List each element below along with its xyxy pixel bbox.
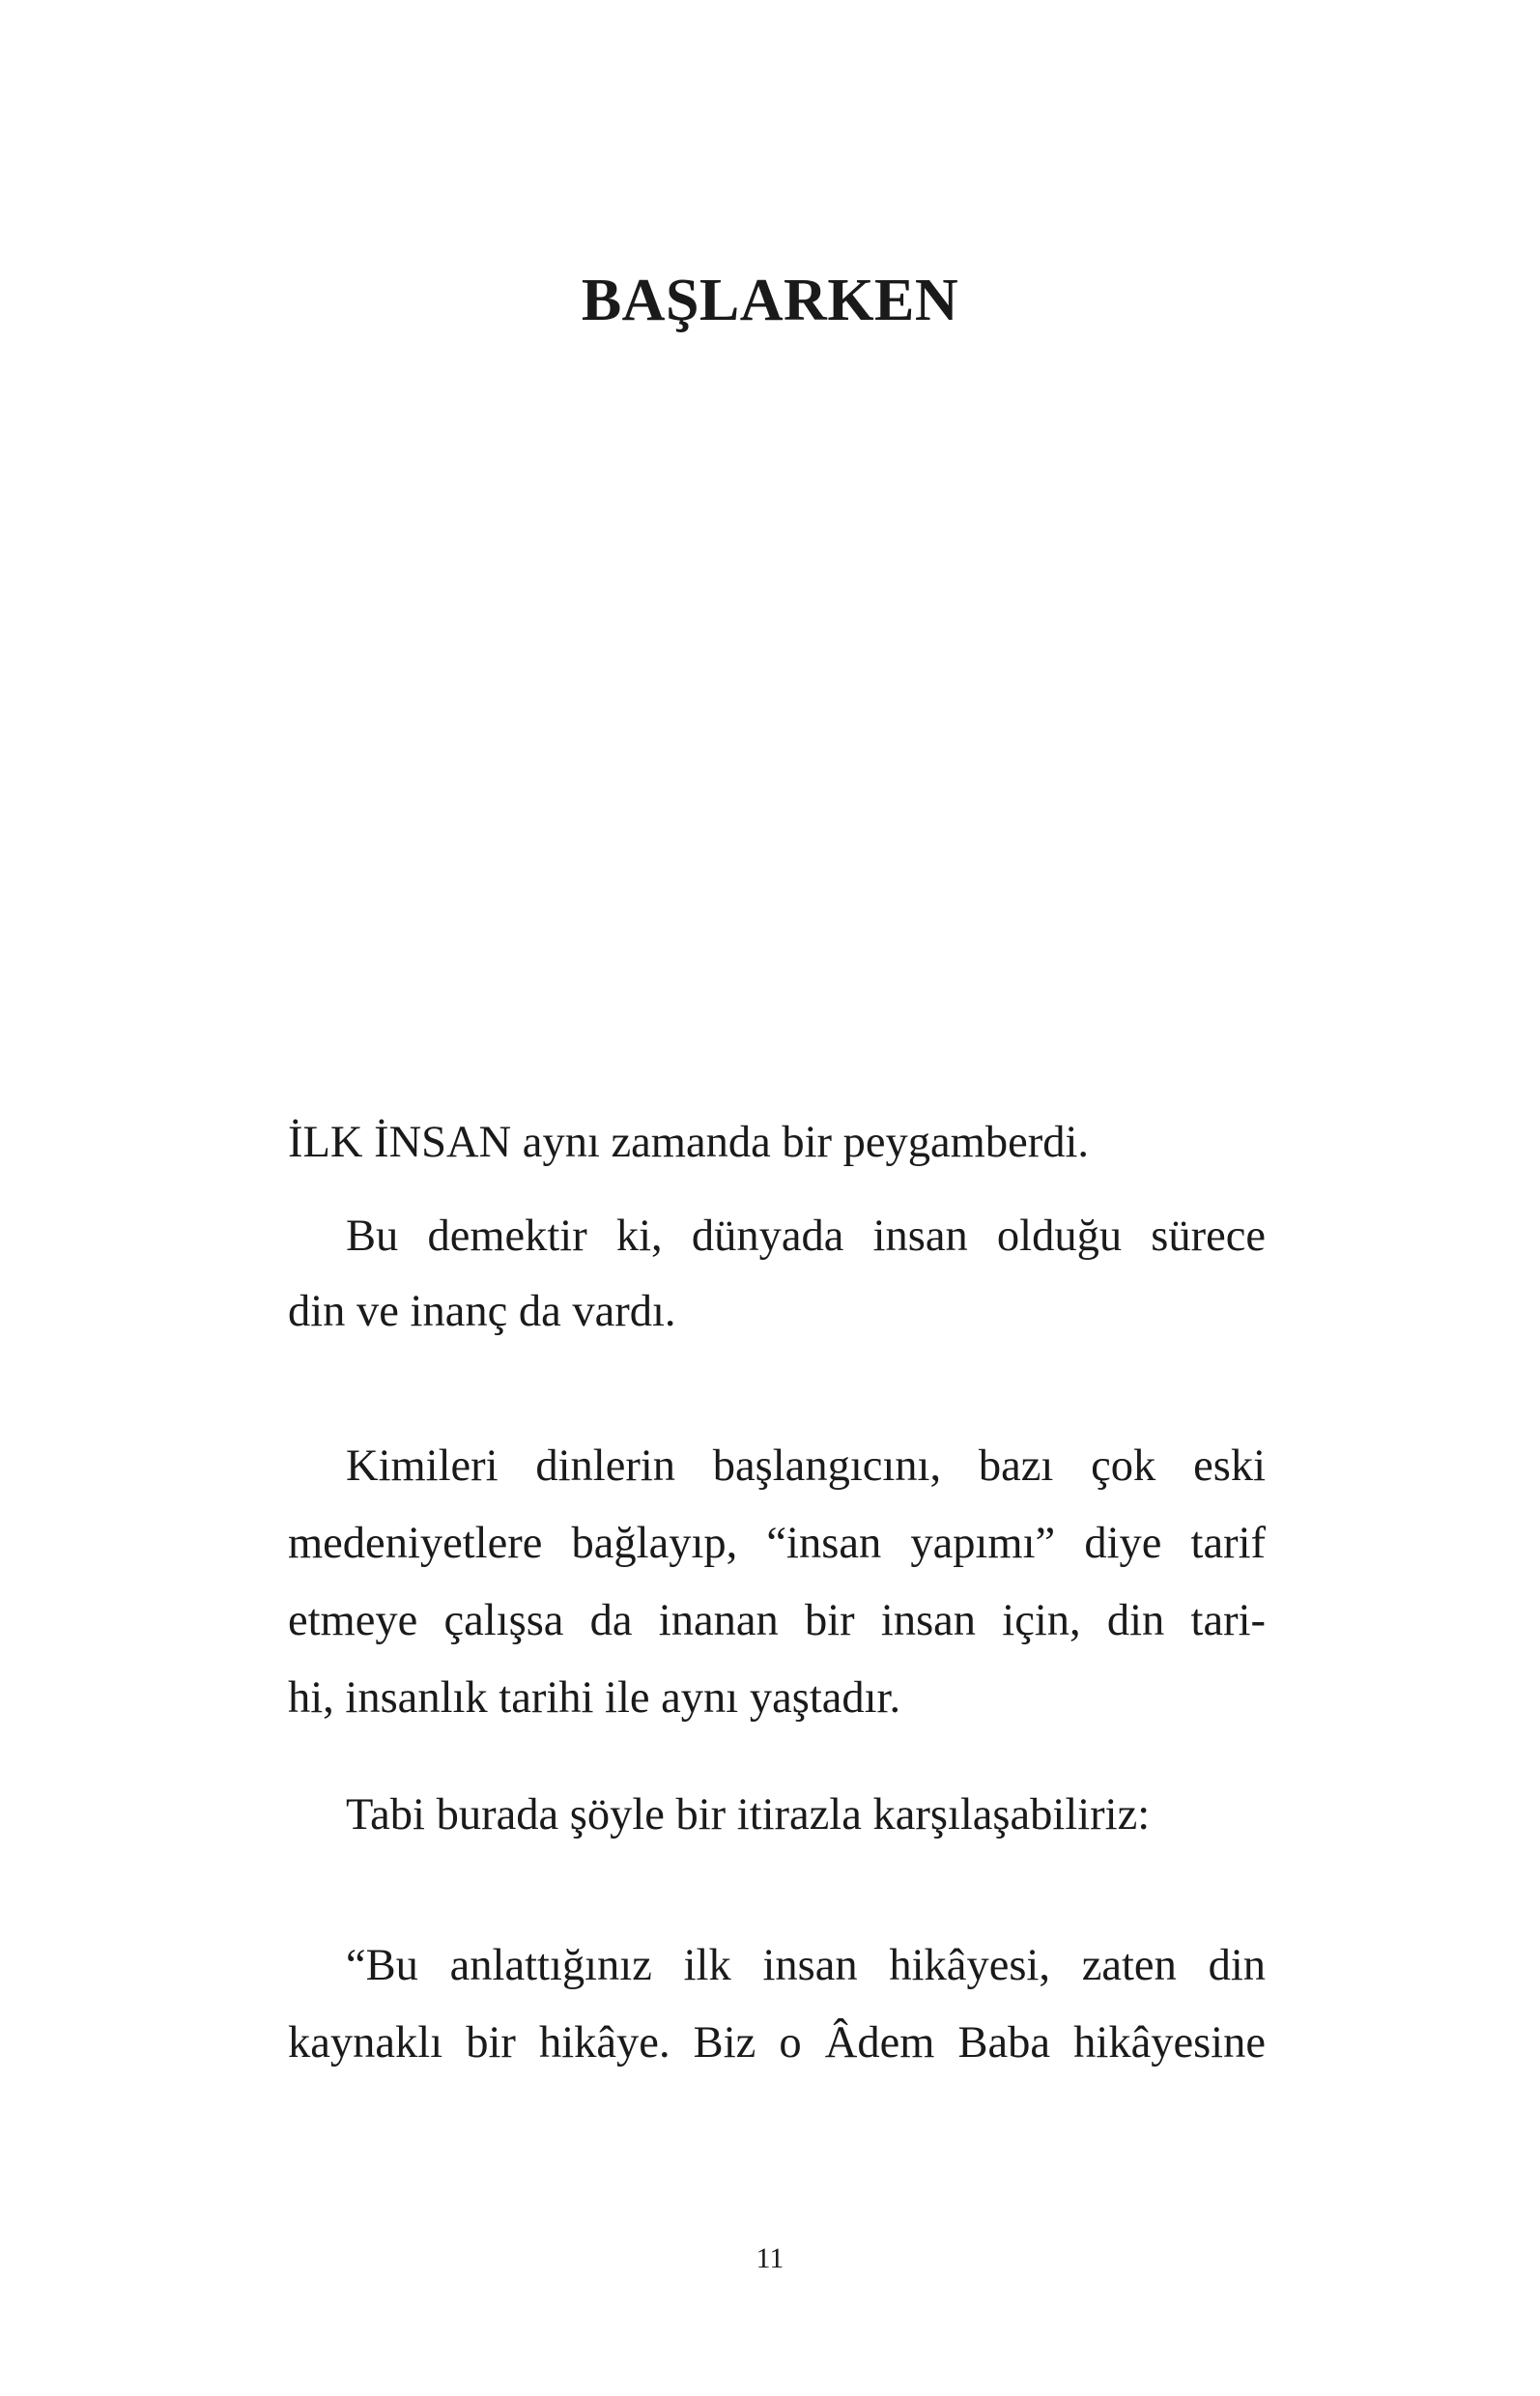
paragraph-line: Bu demektir ki, dünyada insan olduğu sürece (346, 1212, 1266, 1261)
paragraph-line: “Bu anlattığınız ilk insan hikâyesi, zaten din (346, 1941, 1266, 1990)
paragraph-4 (288, 1790, 1266, 1840)
chapter-title: BAŞLARKEN (581, 268, 959, 333)
paragraph-line: etmeye çalışsa da inanan bir insan için, din tari- (288, 1596, 1266, 1645)
paragraph-line: Kimileri dinlerin başlangıcını, bazı çok eski (346, 1441, 1266, 1491)
paragraph-1 (288, 1118, 1266, 1167)
paragraph-line: hi, insanlık tarihi ile aynı yaştadır. (288, 1673, 901, 1723)
paragraph-line: Tabi burada şöyle bir itirazla karşılaşabiliriz: (346, 1790, 1151, 1840)
paragraph-line: İLK İNSAN aynı zamanda bir peygamberdi. (288, 1118, 1089, 1167)
paragraph-line: kaynaklı bir hikâye. Biz o Âdem Baba hikâyesine (288, 2018, 1266, 2068)
paragraph-line: medeniyetlere bağlayıp, “insan yapımı” diye tarif (288, 1519, 1266, 1568)
paragraph-line: din ve inanç da vardı. (288, 1287, 676, 1336)
page-number: 11 (756, 2242, 784, 2274)
